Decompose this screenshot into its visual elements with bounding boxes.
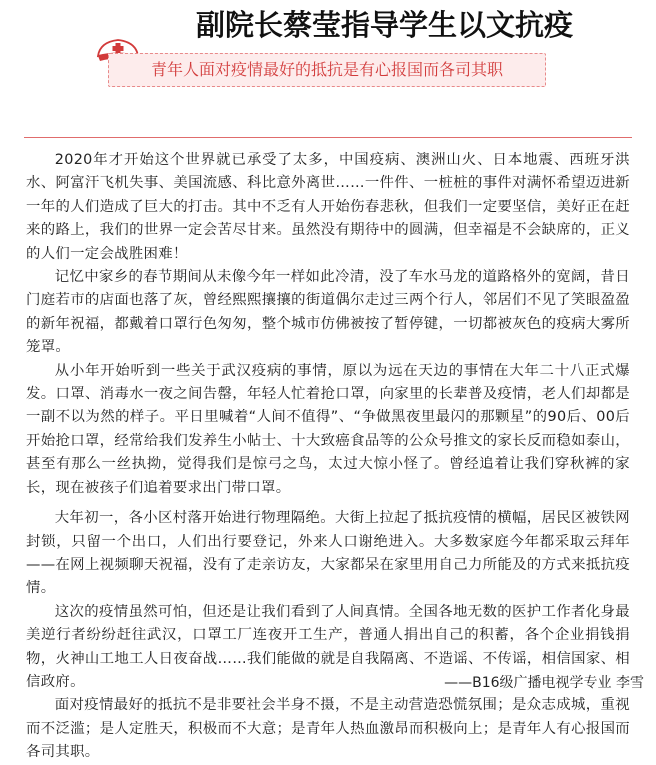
- article-body: [26, 149, 630, 765]
- author-signature: ——B16级广播电视学专业 李雪: [444, 675, 644, 691]
- page-title: 副院长蔡莹指导学生以文抗疫: [196, 8, 574, 42]
- paragraph: 这次的疫情虽然可怕，但还是让我们看到了人间真情。全国各地无数的医护工作者化身最美逆行者纷纷赶往武汉，口罩工厂连夜开工生产，普通人捐出自己的积蓄，各个企业捐钱捐物，火神山工地工人日夜奋战……我们能做的就是自我隔离、不造谣、不传谣，相信国家、相信政府。: [26, 603, 630, 690]
- paragraph: 2020年才开始这个世界就已承受了太多，中国疫病、澳洲山火、日本地震、西班牙洪水、阿富汗飞机失事、美国流感、科比意外离世……一件件、一桩桩的事件对满怀希望迈进新一年的人们造成了巨大的打击。其中不乏有人开始伤春悲秋，但我们一定要坚信，美好正在赶来的路上，我们的世界一定会苦尽甘来。虽然没有期待中的圆满，但幸福是不会缺席的，正义的人们一定会战胜困难！: [26, 152, 630, 262]
- paragraph-gap: [26, 500, 630, 507]
- paragraph: 大年初一，各小区村落开始进行物理隔绝。大街上拉起了抵抗疫情的横幅，居民区被铁网封锁，只留一个出口，人们出行要登记，外来人口谢绝进入。大多数家庭今年都采取云拜年——在网上视频聊天祝福，没有了走亲访友，大家都呆在家里用自己力所能及的方式来抵抗疫情。: [26, 510, 630, 597]
- paragraph: 从小年开始听到一些关于武汉疫病的事情，原以为远在天边的事情在大年二十八正式爆发。口罩、消毒水一夜之间告罄，年轻人忙着抢口罩，向家里的长辈普及疫情，老人们却都是一副不以为然的样子。平日里喊着“人间不值得”、“争做黑夜里最闪的那颗星”的90后、00后开始抢口罩，经常给我们发养生小帖士、十大致癌食品等的公众号推文的家长反而稳如泰山，甚至有那么一丝执拗，觉得我们是惊弓之鸟，太过大惊小怪了。曾经追着让我们穿秋裤的家长，现在被孩子们追着要求出门带口罩。: [26, 362, 630, 496]
- subtitle: 青年人面对疫情最好的抵抗是有心报国而各司其职: [150, 60, 503, 79]
- divider: [24, 137, 632, 138]
- subtitle-banner: [108, 53, 546, 87]
- paragraph: 记忆中家乡的春节期间从未像今年一样如此冷清，没了车水马龙的道路格外的宽阔，昔日门庭若市的店面也落了灰，曾经熙熙攘攘的街道偶尔走过三两个行人，邻居们不见了笑眼盈盈的新年祝福，都戴着口罩行色匆匆，整个城市仿佛被按了暂停键，一切都被灰色的疫病大雾所笼罩。: [26, 269, 630, 356]
- paragraph: 面对疫情最好的抵抗不是非要社会半身不摄，不是主动营造恐慌氛围；是众志成城，重视而不泛滥；是人定胜天，积极而不大意；是青年人热血激昂而积极向上；是青年人有心报国而各司其职。: [26, 697, 630, 761]
